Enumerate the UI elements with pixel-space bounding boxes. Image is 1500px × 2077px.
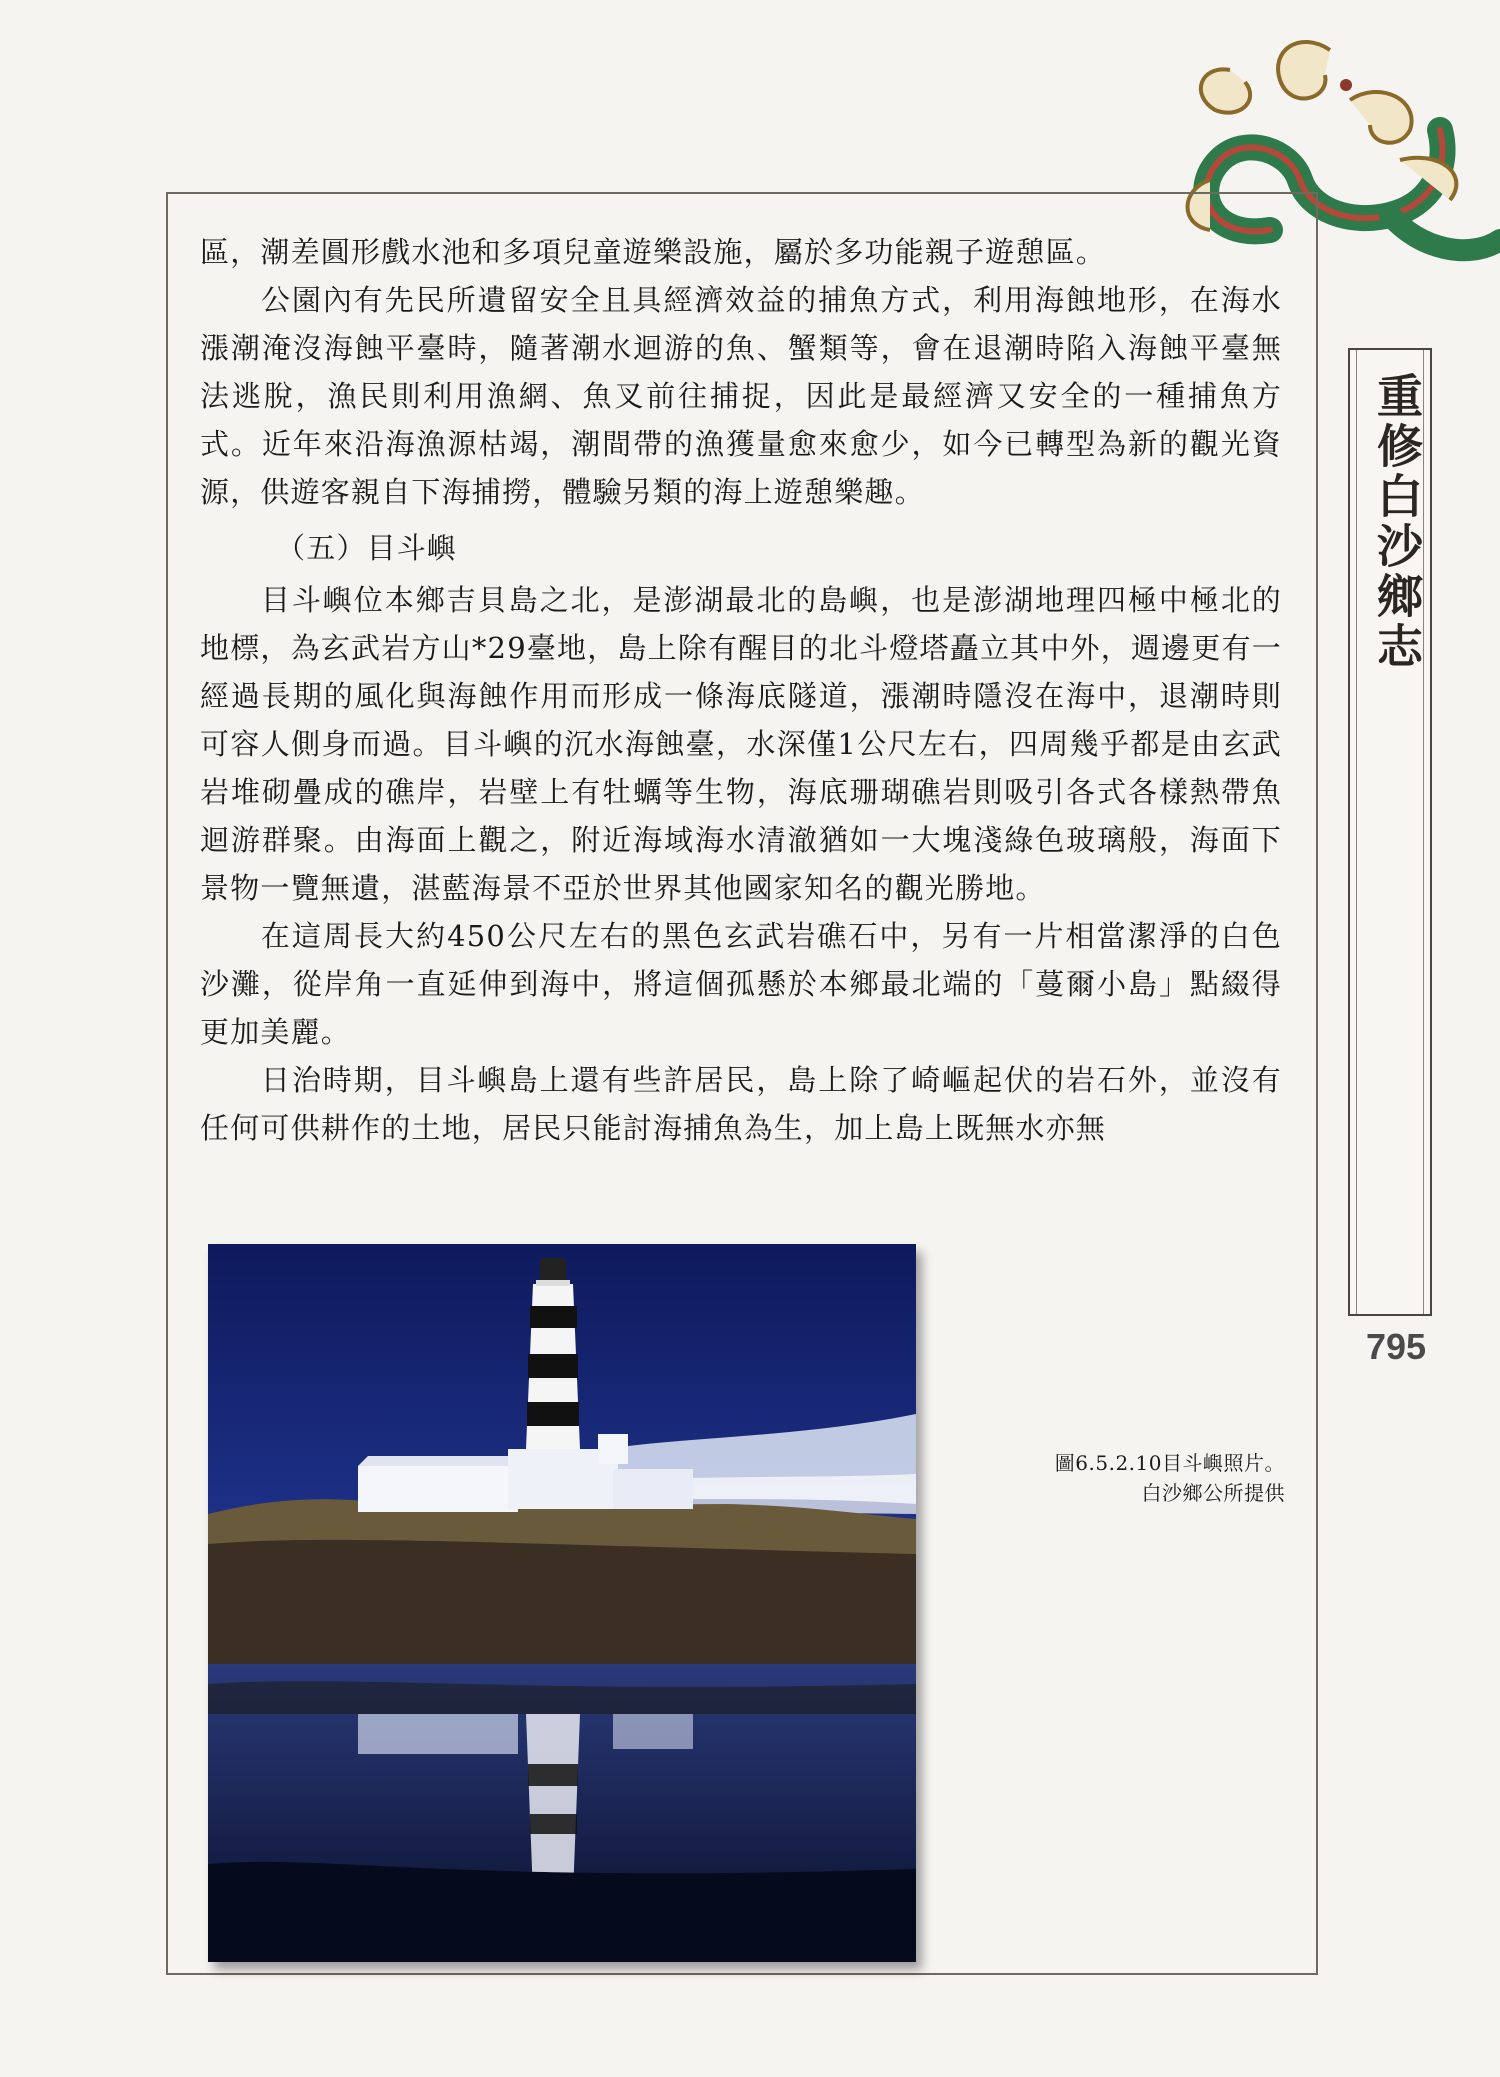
section-heading: （五）目斗嶼 bbox=[276, 531, 458, 565]
paragraph-5: 日治時期，目斗嶼島上還有些許居民，島上除了崎嶇起伏的岩石外，並沒有任何可供耕作的土地，居民只能討海捕魚為生，加上島上既無水亦無 bbox=[200, 1063, 1282, 1145]
paragraph-4: 在這周長大約450公尺左右的黑色玄武岩礁石中，另有一片相當潔淨的白色沙灘，從岸角一直延伸到海中，將這個孤懸於本鄉最北端的「蔓爾小島」點綴得更加美麗。 bbox=[200, 919, 1282, 1049]
paragraph-3: 目斗嶼位本鄉吉貝島之北，是澎湖最北的島嶼，也是澎湖地理四極中極北的地標，為玄武岩方山*29臺地，島上除有醒目的北斗燈塔矗立其中外，週邊更有一經過長期的風化與海蝕作用而形成一條海底隧道，漲潮時隱沒在海中，退潮時則可容人側身而過。目斗嶼的沉水海蝕臺，水深僅1公尺左右，四周幾乎都是由玄武岩堆砌疊成的礁岸，岩壁上有牡蠣等生物，海底珊瑚礁岩則吸引各式各樣熱帶魚迴游群聚。由海面上觀之，附近海域海水清澈猶如一大塊淺綠色玻璃般，海面下景物一覽無遺，湛藍海景不亞於世界其他國家知名的觀光勝地。 bbox=[200, 583, 1282, 905]
book-title: 重修白沙鄉志 bbox=[1370, 372, 1424, 672]
book-title-tab bbox=[1348, 348, 1432, 1316]
page-number: 795 bbox=[1365, 1326, 1427, 1367]
figure-caption bbox=[880, 1448, 1285, 1508]
body-text bbox=[200, 228, 1282, 1152]
paragraph-2: 公園內有先民所遺留安全且具經濟效益的捕魚方式，利用海蝕地形，在海水漲潮淹沒海蝕平臺時，隨著潮水迴游的魚、蟹類等，會在退潮時陷入海蝕平臺無法逃脫，漁民則利用漁網、魚叉前往捕捉，因此是最經濟又安全的一種捕魚方式。近年來沿海漁源枯竭，潮間帶的漁獲量愈來愈少，如今已轉型為新的觀光資源，供遊客親自下海捕撈，體驗另類的海上遊憩樂趣。 bbox=[200, 283, 1282, 509]
paragraph-1: 區，潮差圓形戲水池和多項兒童遊樂設施，屬於多功能親子遊憩區。 bbox=[200, 235, 1107, 269]
lighthouse-photo bbox=[208, 1244, 916, 1962]
lighthouse-image bbox=[208, 1244, 916, 1962]
caption-line-2: 白沙鄉公所提供 bbox=[1141, 1481, 1285, 1505]
caption-line-1: 圖6.5.2.10目斗嶼照片。 bbox=[1054, 1451, 1285, 1475]
